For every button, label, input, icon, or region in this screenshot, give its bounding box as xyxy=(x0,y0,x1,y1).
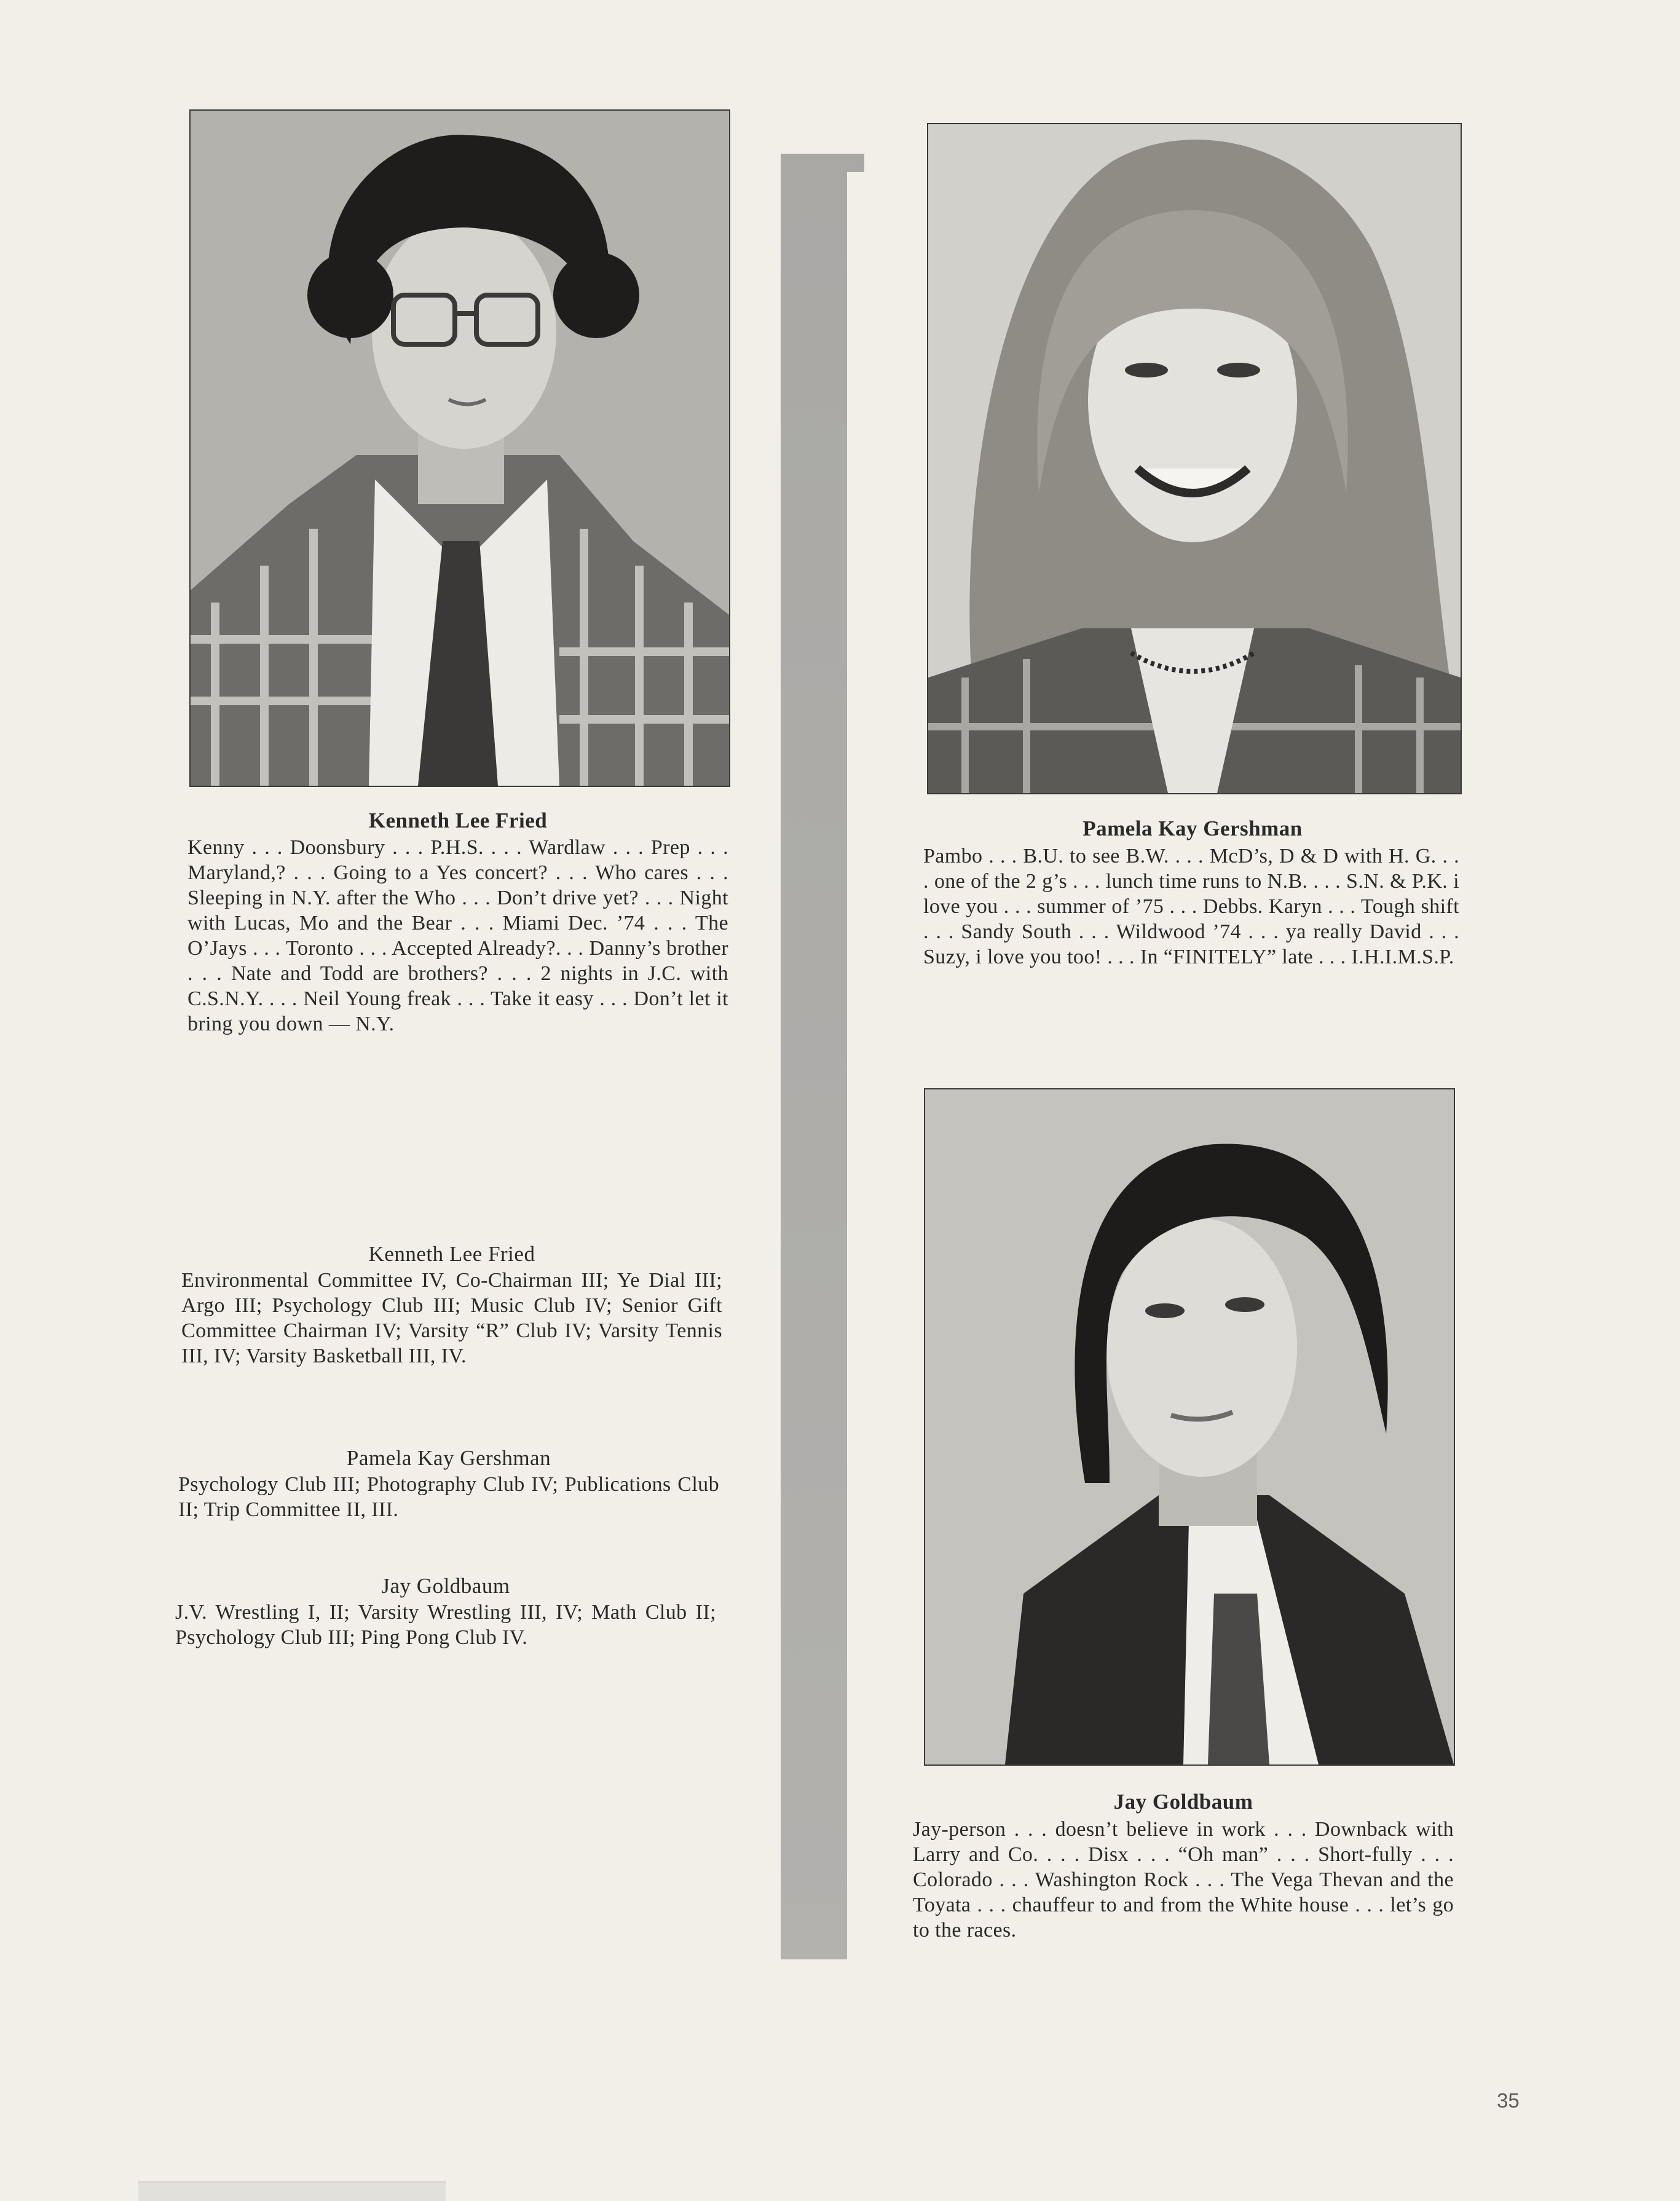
activity-text: J.V. Wrestling I, II; Varsity Wrestling III, IV; Math Club II; Psychology Club III; Ping Pong Club IV. xyxy=(175,1601,716,1649)
portrait-jay-goldbaum xyxy=(925,1089,1454,1764)
entry-name: Jay Goldbaum xyxy=(1113,1790,1253,1814)
activity-name: Jay Goldbaum xyxy=(381,1574,510,1598)
page-number: 35 xyxy=(1497,2089,1520,2112)
activity-name: Pamela Kay Gershman xyxy=(346,1446,551,1470)
portrait-pamela-kay-gershman xyxy=(928,124,1461,793)
center-divider-bar xyxy=(781,154,847,1959)
activity-text: Environmental Committee IV, Co-Chairman III; Ye Dial III; Argo III; Psychology Club III; Music Club IV; Senior Gift Committee Chairman IV; Varsity “R” Club IV; Varsity Tennis III, IV; Varsity Basketball III, IV. xyxy=(181,1269,722,1367)
entry-name: Pamela Kay Gershman xyxy=(1083,816,1303,840)
activity-text: Psychology Club III; Photography Club IV; Publications Club II; Trip Committee II, III. xyxy=(178,1473,719,1521)
entry-name: Kenneth Lee Fried xyxy=(368,808,548,832)
entry-bio: Kenny . . . Doonsbury . . . P.H.S. . . . Wardlaw . . . Prep . . . Maryland,? . . . Going to a Yes concert? . . . Who cares . . . Sleeping in N.Y. after the Who . . . Don’t drive yet? . . . Night with Lucas, Mo and the Bear . . . Miami Dec. ’74 . . . The O’Jays . . . Toronto . . . Accepted Already?. . . Danny’s brother . . . Nate and Todd are brothers? . . . 2 nights in J.C. with C.S.N.Y. . . . Neil Young freak . . . Take it easy . . . Don’t let it bring you down — N.Y. xyxy=(187,836,728,1035)
portrait-kenneth-lee-fried xyxy=(191,111,729,786)
entry-bio: Pambo . . . B.U. to see B.W. . . . McD’s, D & D with H. G. . . . one of the 2 g’s . . . lunch time runs to N.B. . . . S.N. & P.K. i love you . . . summer of ’75 . . . Debbs. Karyn . . . Tough shift . . . Sandy South . . . Wildwood ’74 . . . ya really David . . . Suzy, i love you too! . . . In “FINITELY” late . . . I.H.I.M.S.P. xyxy=(923,845,1459,968)
entry-bio: Jay-person . . . doesn’t believe in work . . . Downback with Larry and Co. . . . Disx . . . “Oh man” . . . Short-fully . . . Colorado . . . Washington Rock . . . The Vega Thevan and the Toyata . . . chauffeur to and from the White house . . . let’s go to the races. xyxy=(913,1818,1454,1942)
page-edge xyxy=(138,2181,446,2201)
center-divider-cap xyxy=(797,154,864,172)
activity-name: Kenneth Lee Fried xyxy=(368,1242,535,1266)
